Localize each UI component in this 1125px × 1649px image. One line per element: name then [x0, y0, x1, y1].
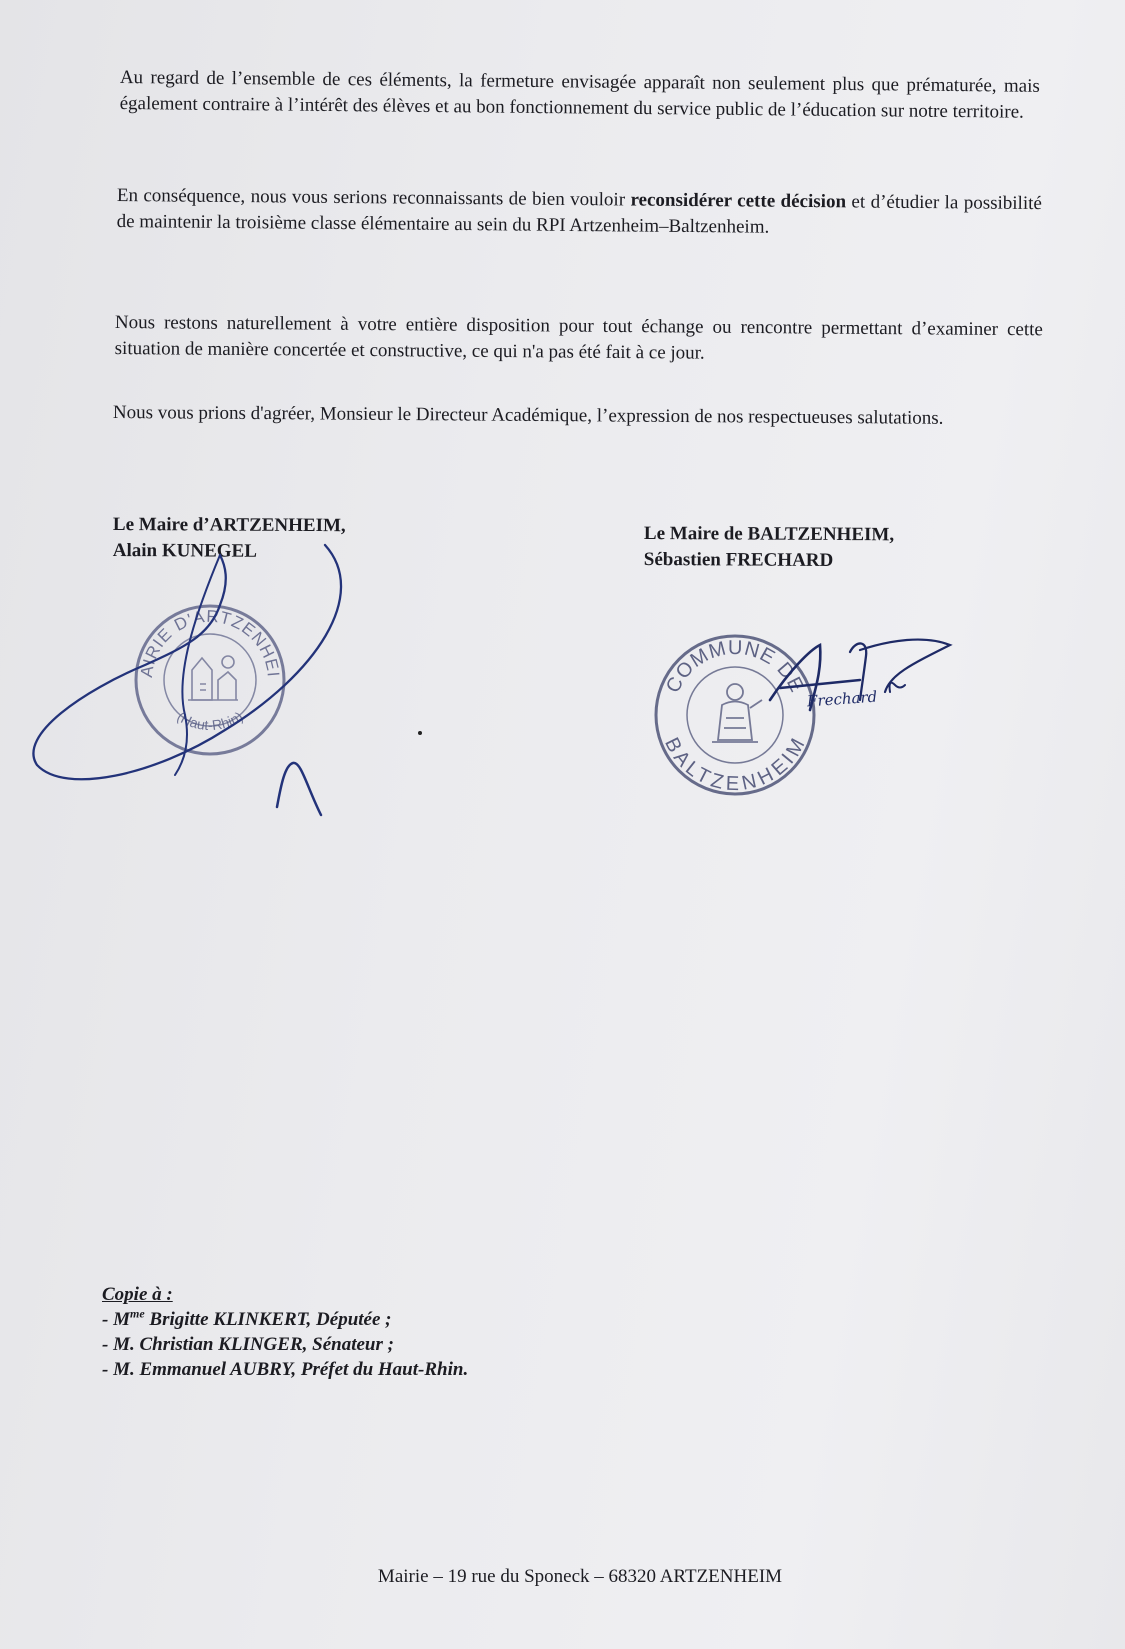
frechard-signature-text: Frechard: [806, 687, 878, 711]
svg-text:(Haut-Rhin): (Haut-Rhin): [174, 708, 246, 734]
closing-paragraph-3: Nous restons naturellement à votre entière disposition pour tout échange ou rencontre permettant d’examiner cette situation de manière concertée et constructive, ce qui n'a pas été fait à ce jour.: [114, 311, 1043, 364]
signatory-right-name: Sébastien FRECHARD: [643, 548, 834, 571]
kunegel-signature: [25, 525, 355, 825]
copy-item-3: - M. Emmanuel AUBRY, Préfet du Haut-Rhin.: [102, 1359, 469, 1380]
copy-item-2: - M. Christian KLINGER, Sénateur ;: [102, 1334, 394, 1355]
signatory-right-title: Le Maire de BALTZENHEIM,: [643, 523, 895, 546]
closing-paragraph-1: Au regard de l’ensemble de ces éléments, la fermeture envisagée apparaît non seulement plus que prématurée, mais également contraire à l’intérêt des élèves et au bon fonctionnement du service public de l’éducation sur notre territoire.: [119, 66, 1040, 123]
copy-item-1: - $M^{me}$ Brigitte KLINKERT, Députée ;: [102, 1306, 392, 1330]
paragraph-2-bold-phrase: reconsidérer cette décision: [630, 189, 847, 213]
svg-text:COMMUNE DE: COMMUNE DE: [662, 636, 808, 697]
copies-list: [102, 1282, 468, 1382]
closing-paragraph-4: Nous vous prions d'agréer, Monsieur le Directeur Académique, l’expression de nos respectueuses salutations.: [112, 401, 944, 429]
copies-heading: Copie à :: [102, 1284, 173, 1305]
paragraph-2-text-after: et d’étudier la possibilité de maintenir la troisième classe élémentaire au sein du RPI Artzenheim–Baltzenheim.: [116, 191, 1042, 238]
signatory-left-title: Le Maire d’ARTZENHEIM,: [112, 514, 346, 537]
ink-dot: [418, 731, 422, 735]
signatory-left-name: Alain KUNEGEL: [112, 539, 257, 562]
signatory-right: [644, 521, 894, 574]
svg-text:MAIRIE D'ARTZENHEIM: MAIRIE D'ARTZENHEIM: [122, 585, 283, 679]
paragraph-2-text-before: En conséquence, nous vous serions reconnaissants de bien vouloir: [116, 184, 631, 211]
svg-text:BALTZENHEIM: BALTZENHEIM: [660, 734, 810, 795]
footer-address: Mairie – 19 rue du Sponeck – 68320 ARTZENHEIM: [377, 1566, 783, 1587]
closing-paragraph-2: [117, 183, 1042, 243]
